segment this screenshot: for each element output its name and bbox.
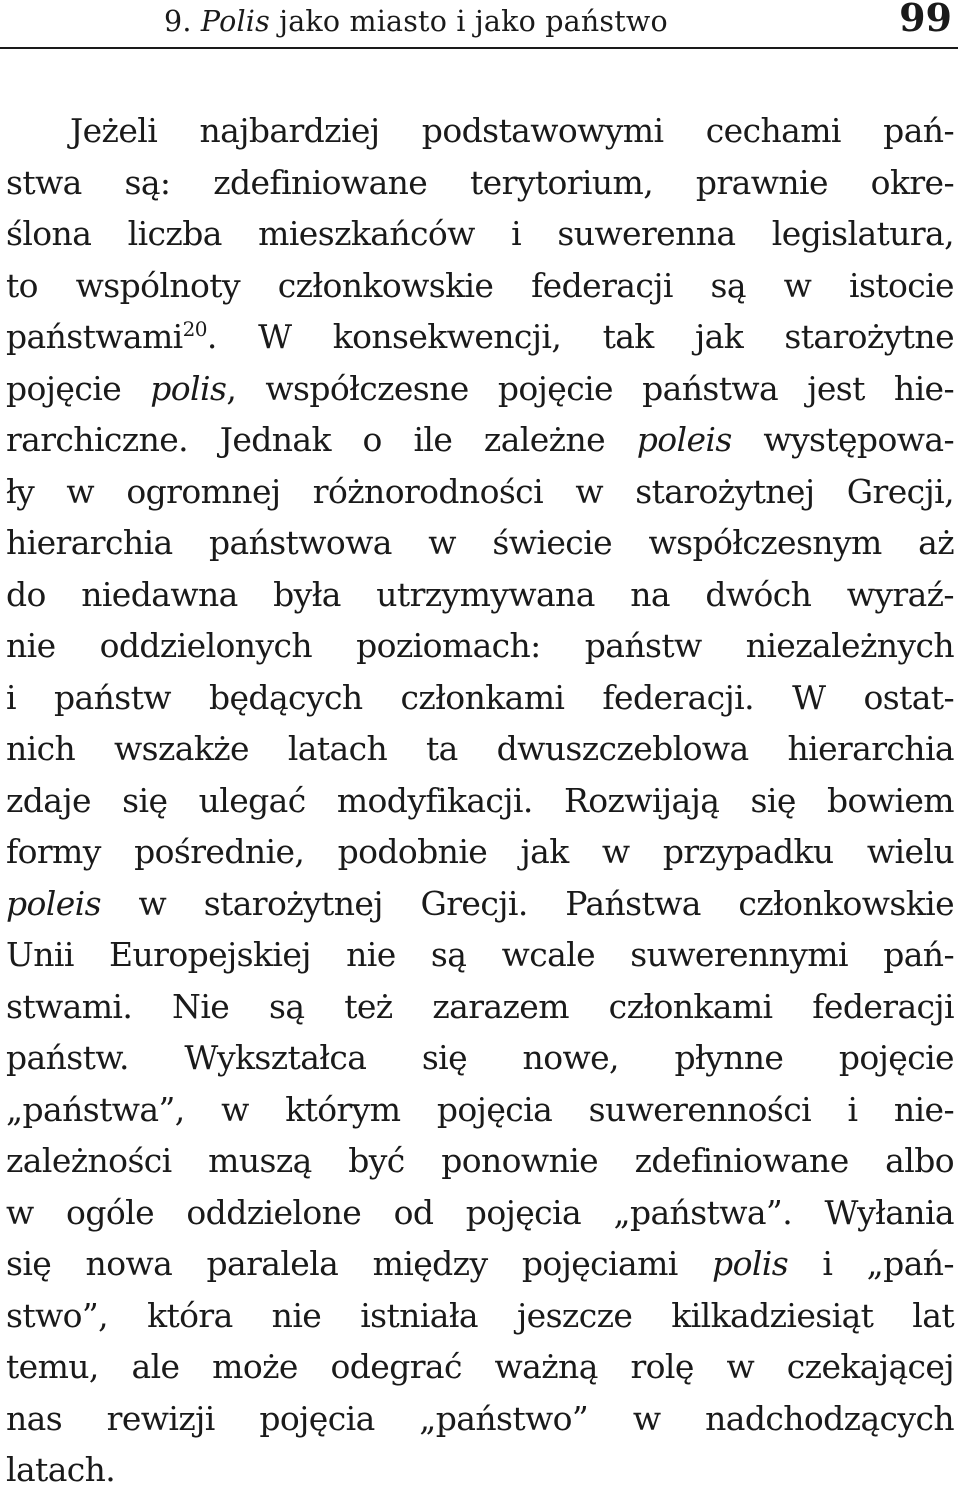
chapter-title-rest: jako miasto i jako państwo [279, 5, 668, 38]
text-segment: się nowa paralela między pojęciami [6, 1244, 713, 1283]
text-line: Jeżeli najbardziej podstawowymi cechami pań- [70, 111, 954, 150]
italic-term: poleis [636, 420, 732, 459]
italic-term: poleis [6, 883, 101, 923]
text-line: stwo”, która nie istniała jeszcze kilkadziesiąt lat [6, 1295, 954, 1335]
text-line: i państw będących członkami federacji. W ostat- [6, 677, 954, 717]
text-line [6, 363, 954, 415]
footnote-reference: 20 [182, 317, 207, 341]
text-line: nas rewizji pojęcia „państwo” w nadchodzących [6, 1398, 954, 1438]
text-line: ły w ogromnej różnorodności w starożytnej Grecji, [6, 471, 954, 511]
text-line: stwami. Nie są też zarazem członkami federacji [6, 986, 954, 1026]
page-number: 99 [899, 0, 952, 40]
text-segment: . W konsekwencji, tak jak starożytne [206, 317, 954, 356]
text-line [6, 414, 954, 466]
text-segment: pojęcie [6, 368, 151, 408]
text-segment: w starożytnej Grecji. Państwa członkowskie [100, 883, 954, 923]
text-segment: występowa- [731, 420, 954, 459]
text-line [6, 311, 954, 363]
text-segment: państwami [6, 317, 183, 356]
text-segment: , współczesne pojęcie państwa jest hie- [226, 368, 954, 408]
text-line: do niedawna była utrzymywana na dwóch wyraź- [6, 574, 954, 614]
text-line: temu, ale może odegrać ważną rolę w czekającej [6, 1347, 954, 1386]
text-line: zdaje się ulegać modyfikacji. Rozwijają się bowiem [6, 780, 954, 820]
text-line: stwa są: zdefiniowane terytorium, prawnie okre- [6, 162, 954, 202]
text-line: ślona liczba mieszkańców i suwerenna legislatura, [6, 214, 954, 253]
text-line [6, 878, 954, 930]
text-segment: i „pań- [788, 1244, 954, 1283]
text-line: formy pośrednie, podobnie jak w przypadku wielu [6, 832, 954, 871]
italic-term: polis [150, 368, 227, 408]
header-rule [0, 47, 958, 49]
text-line: państw. Wykształca się nowe, płynne pojęcie [6, 1038, 954, 1077]
text-line: hierarchia państwowa w świecie współczesnym aż [6, 523, 954, 562]
body-paragraph [6, 105, 954, 1496]
italic-term: polis [712, 1244, 789, 1283]
text-line: nie oddzielonych poziomach: państw niezależnych [6, 626, 954, 665]
text-line: to wspólnoty członkowskie federacji są w istocie [6, 265, 954, 305]
text-line: nich wszakże latach ta dwuszczeblowa hierarchia [6, 729, 954, 768]
text-line: w ogóle oddzielone od pojęcia „państwa”. Wyłania [6, 1192, 954, 1232]
text-line: zależności muszą być ponownie zdefiniowane albo [6, 1141, 954, 1180]
text-segment: rarchiczne. Jednak o ile zależne [6, 420, 637, 459]
chapter-title [164, 2, 668, 42]
text-line: latach. [6, 1450, 116, 1489]
chapter-number: 9. [164, 5, 192, 38]
running-header [0, 0, 960, 50]
text-line: Unii Europejskiej nie są wcale suwerennymi pań- [6, 935, 954, 974]
text-line: „państwa”, w którym pojęcia suwerenności i nie- [6, 1089, 954, 1129]
text-line [6, 1238, 954, 1290]
chapter-title-italic: Polis [200, 5, 270, 38]
